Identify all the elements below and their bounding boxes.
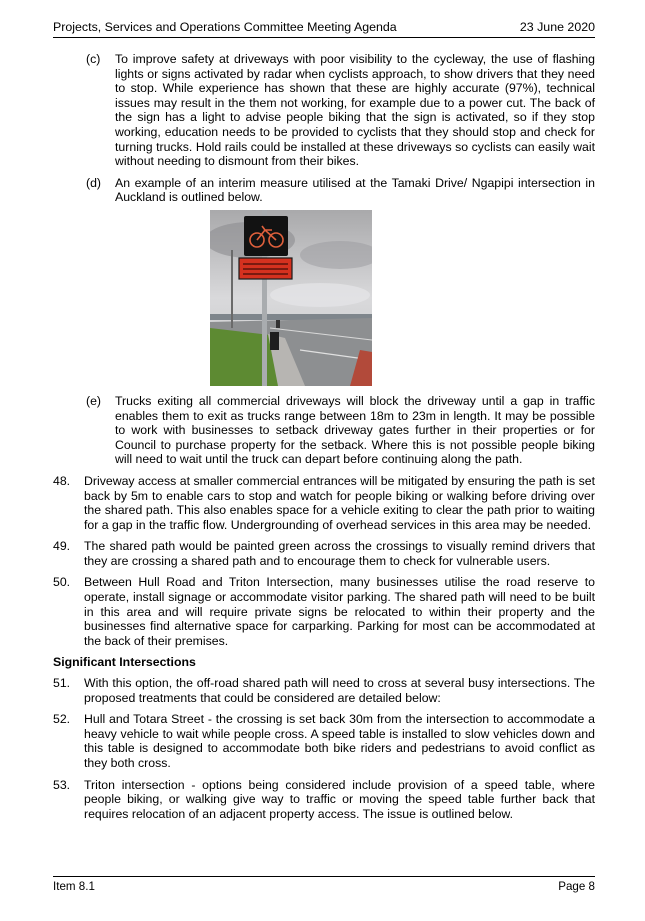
sub-paragraph-d (53, 176, 595, 205)
paragraph-48 (53, 474, 595, 532)
paragraph-51 (53, 676, 595, 705)
paragraph-number: (c) (86, 52, 101, 66)
paragraph-number: 50. (53, 575, 71, 590)
paragraph-number: 53. (53, 777, 71, 792)
lamp-post-base (276, 320, 280, 328)
paragraph-text: With this option, the off-road shared path will need to cross at several busy intersections. The proposed treatments that could be considered are detailed below: (84, 676, 595, 705)
warning-panel-text (243, 263, 288, 265)
paragraph-text: An example of an interim measure utilised at the Tamaki Drive/ Ngapipi intersection in Auckland is outlined below. (115, 175, 595, 205)
footer-item: Item 8.1 (53, 880, 95, 893)
page-header (53, 19, 595, 35)
sub-paragraph-c (53, 52, 595, 169)
paragraph-text: To improve safety at driveways with poor visibility to the cycleway, the use of flashing lights or signs activated by radar when cyclists approach, to show drivers that they need to stop. While experience has shown that these are highly accurate (97%), technical issues may result in the them not working, for example due to a power cut. The back of the sign has a light to advise people biking that the sign is activated, so if they stop working, education needs to be provided to cyclists that they should stop and check for turning trucks. Hold rails could be installed at these driveways so cyclists can easily wait without needing to dismount from their bikes. (115, 52, 595, 169)
footer-rule (53, 876, 595, 877)
paragraph-number: (e) (86, 393, 102, 408)
paragraph-53 (53, 778, 595, 822)
paragraph-49 (53, 539, 595, 568)
agenda-body (53, 52, 595, 828)
header-title: Projects, Services and Operations Committee Meeting Agenda (53, 20, 397, 34)
warning-panel-text (243, 273, 288, 275)
paragraph-50 (53, 575, 595, 648)
paragraph-text: Trucks exiting all commercial driveways will block the driveway until a gap in traffic enables them to exit as trucks range between 18m to 23m in length. It may be possible to work with businesses to setback driveway gates further in their properties or for Council to purchase property for the setback. Where this is not possible people biking will need to wait until the truck can depart before continuing along the path. (115, 393, 595, 467)
paragraph-52 (53, 712, 595, 770)
page-footer (53, 880, 595, 894)
paragraph-number: (d) (86, 175, 102, 190)
paragraph-number: 48. (53, 473, 71, 488)
section-heading: Significant Intersections (53, 655, 196, 670)
header-rule (53, 37, 595, 38)
warning-panel-text (243, 268, 288, 270)
paragraph-text: Triton intersection - options being considered include provision of a speed table, where people biking, or walking give way to traffic or moving the speed table further back that requires relocation of an adjacent property access. The issue is outlined below. (84, 777, 595, 821)
sub-paragraph-e (53, 394, 595, 467)
footer-page: Page 8 (558, 880, 595, 893)
cycle-warning-sign-photo (210, 210, 372, 386)
lamp-post (231, 250, 233, 328)
header-date: 23 June 2020 (519, 20, 595, 34)
paragraph-number: 52. (53, 712, 71, 727)
paragraph-text: Driveway access at smaller commercial entrances will be mitigated by ensuring the path is set back by 5m to enable cars to stop and watch for people biking or walking before driving over the shared path. This also enables space for a vehicle exiting to clear the path prior to waiting for a gap in the traffic flow. Undergrounding of overhead services in this area may be needed. (84, 473, 595, 532)
paragraph-text: Between Hull Road and Triton Intersection, many businesses utilise the road reserve to operate, install signage or accommodate visitor parking. The shared path will need to be built in this area and will require private signs be relocated to within their property and the businesses find alternative space for carparking. Parking for most can be accommodated at the back of their premises. (84, 575, 595, 648)
paragraph-text: Hull and Totara Street - the crossing is set back 30m from the intersection to accommodate a heavy vehicle to wait while people cross. A speed table is installed to slow vehicles down and this table is designed to accommodate both bike riders and pedestrians to avoid conflict as they both cross. (84, 712, 595, 770)
paragraph-text: The shared path would be painted green across the crossings to visually remind drivers that they are crossing a shared path and to encourage them to check for vulnerable users. (84, 539, 595, 568)
controller-box (270, 332, 279, 350)
cloud (270, 283, 370, 307)
paragraph-number: 51. (53, 676, 71, 691)
paragraph-number: 49. (53, 539, 71, 554)
